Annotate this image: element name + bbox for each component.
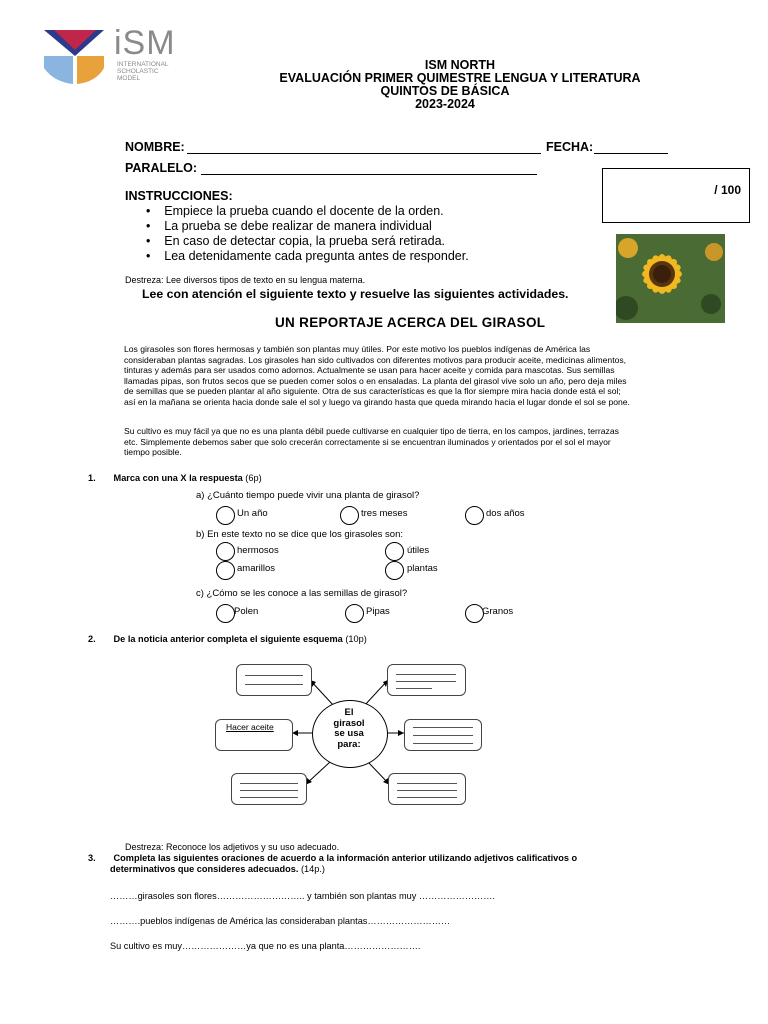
list-item: • Empiece la prueba cuando el docente de la orden.	[146, 204, 444, 218]
skill-1: Destreza: Lee diversos tipos de texto en su lengua materna.	[125, 275, 366, 285]
q1b-option-3: amarillos	[237, 563, 276, 574]
diagram-center-text: El girasol se usa para:	[333, 707, 365, 750]
question-2: 2. De la noticia anterior completa el siguiente esquema (10p)	[88, 634, 367, 644]
instructions-title: INSTRUCCIONES:	[125, 189, 233, 203]
date-label: FECHA:	[546, 140, 594, 154]
diagram-example-answer: Hacer aceite	[226, 722, 274, 732]
q1c-option-3: Granos	[482, 606, 514, 617]
q1a-option-1: Un año	[237, 508, 268, 519]
q1a-option-3: dos años	[486, 508, 525, 519]
diagram-box-bottom-left[interactable]	[231, 773, 307, 805]
q1a-option-2: tres meses	[361, 508, 408, 519]
diagram-box-top-left[interactable]	[236, 664, 312, 696]
q1b-option-2: útiles	[407, 545, 430, 556]
list-item: • En caso de detectar copia, la prueba será retirada.	[146, 234, 446, 248]
q1c-option-2: Pipas	[366, 606, 390, 617]
logo-brand: iSM	[114, 24, 176, 62]
logo-subtitle: INTERNATIONAL SCHOLASTIC MODEL	[117, 61, 169, 82]
list-item: • La prueba se debe realizar de manera individual	[146, 219, 432, 233]
q1b-option-4: plantas	[407, 563, 438, 574]
list-item: • Lea detenidamente cada pregunta antes de responder.	[146, 249, 469, 263]
score-total: / 100	[714, 183, 741, 197]
diagram-box-left[interactable]	[215, 719, 293, 751]
diagram-box-top-right[interactable]	[387, 664, 466, 696]
sentence-2[interactable]: ……….pueblos indígenas de América las consideraban plantas………………………	[110, 916, 451, 926]
parallel-label: PARALELO:	[125, 161, 197, 175]
sentence-1[interactable]: ………girasoles son flores……………………….. y también son plantas muy …………………….	[110, 891, 495, 901]
q1c-prompt: c) ¿Cómo se les conoce a las semillas de girasol?	[196, 588, 408, 599]
q1b-option-1: hermosos	[237, 545, 279, 556]
diagram-box-bottom-right[interactable]	[388, 773, 466, 805]
header-school: ISM NORTH	[424, 58, 496, 72]
question-3: 3. Completa las siguientes oraciones de acuerdo a la información anterior utilizando adjetivos calificativos o determinativos que consideres adecuados. (14p.)	[88, 853, 578, 874]
diagram-box-right[interactable]	[404, 719, 482, 751]
skill-2: Destreza: Reconoce los adjetivos y su uso adecuado.	[125, 842, 340, 852]
name-label: NOMBRE:	[125, 140, 185, 154]
article-title: UN REPORTAJE ACERCA DEL GIRASOL	[275, 315, 546, 330]
header-title: EVALUACIÓN PRIMER QUIMESTRE LENGUA Y LITERATURA	[279, 71, 641, 85]
sentence-3[interactable]: Su cultivo es muy…………………ya que no es una planta…………………….	[110, 941, 421, 951]
question-1: 1. Marca con una X la respuesta (6p)	[88, 473, 262, 483]
q1c-option-1: Polen	[234, 606, 259, 617]
reading-instruction: Lee con atención el siguiente texto y resuelve las siguientes actividades.	[142, 287, 569, 301]
q1a-prompt: a) ¿Cuánto tiempo puede vivir una planta de girasol?	[196, 490, 420, 501]
header-grade: QUINTOS DE BÁSICA	[380, 84, 510, 98]
article-paragraph-1: Los girasoles son flores hermosas y también son plantas muy útiles. Por este motivo los pueblos indígenas de América las consideraban plantas sagradas. Los girasoles han sido cultivados con diferentes motivos para producir aceite, medicinas alimentos, tinturas y además para ser usados como adornos. Actualmente se usan para hacer aceite y comida para mascotas. Sus semillas llamadas pipas, son frutos secos que se pueden comer solos o en ensaladas. La planta del girasol vive solo un año, pero deja miles de semillas que se pueden plantar al año siguiente. Otra de sus características es que la flor siempre mira hacia donde está el sol; así en la mañana se orienta hacia donde sale el sol y luego va girando hasta que queda mirando hacia el lugar donde el sol se pone.	[124, 344, 630, 407]
q1b-prompt: b) En este texto no se dice que los girasoles son:	[196, 529, 404, 540]
article-paragraph-2: Su cultivo es muy fácil ya que no es una planta débil puede cultivarse en cualquier tipo de tierra, en los campos, jardines, terrazas etc. Simplemente debemos saber que solo crecerán correctamente si se encuentran iluminados y orientados por el sol el mayor tiempo posible.	[124, 426, 619, 457]
header-year: 2023-2024	[415, 97, 475, 111]
